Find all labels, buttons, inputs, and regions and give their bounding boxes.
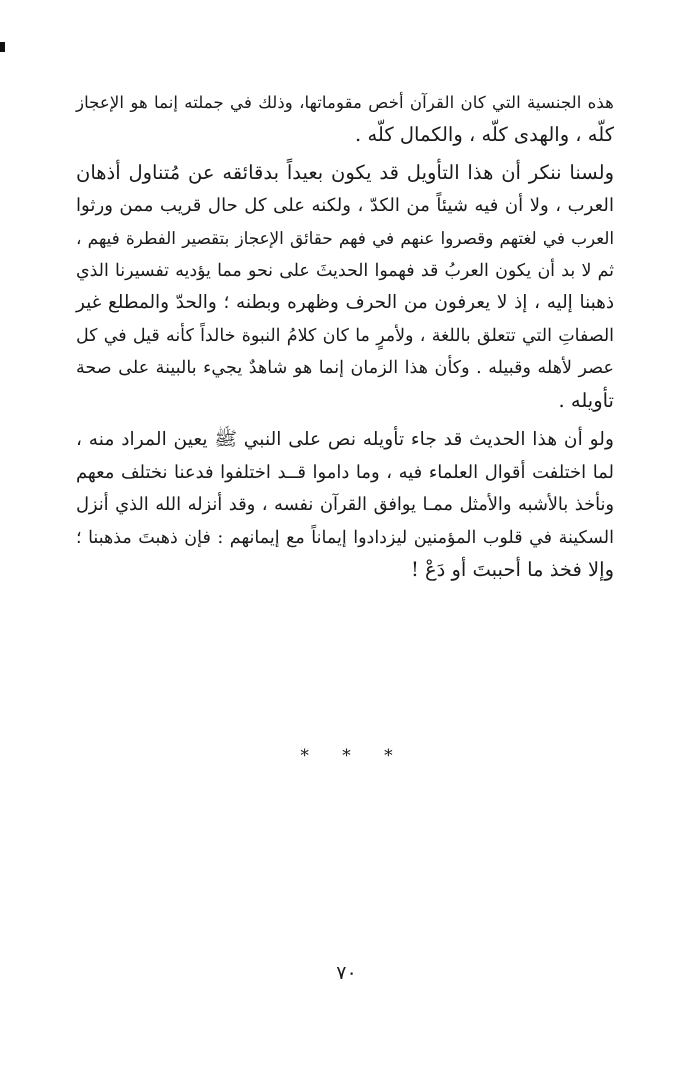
margin-mark: [0, 42, 5, 52]
text-line: تأويله .: [558, 388, 614, 412]
paragraph-3: [76, 424, 614, 587]
paragraph-2: [76, 157, 614, 417]
text-line: هذه الجنسية التي كان القرآن أخص مقوماتها، وذلك في جملته إنما هو الإعجاز: [76, 92, 614, 112]
text-line: ولسنا ننكر أن هذا التأويل قد يكون بعيداً بدقائقه عن مُتناول أذهان: [76, 161, 614, 184]
text-line: ونأخذ بالأشبه والأمثل ممـا يوافق القرآن نفسه ، وقد أنزله الله الذي أنزل: [76, 495, 614, 515]
text-line: العرب ، ولا أن فيه شيئاً من الكدّ ، ولكنه على كل حال قريب ممن ورثوا: [76, 194, 614, 216]
text-line: وإلا فخذ ما أحببتَ أو دَعْ !: [410, 558, 614, 581]
text-line: عصر لأهله وقبيله . وكأن هذا الزمان إنما هو شاهدٌ يجيء بالبينة على صحة: [76, 358, 614, 378]
text-line: لما اختلفت أقوال العلماء فيه ، وما داموا قــد اختلفوا فدعنا نختلف معهم: [76, 461, 614, 483]
paragraph-1: [76, 86, 614, 151]
text-line: ثم لا بد أن يكون العربُ قد فهموا الحديثَ على نحو مما يؤديه تفسيرنا الذي: [76, 260, 614, 281]
text-line: الصفاتِ التي تتعلق باللغة ، ولأمرٍ ما كان كلامُ النبوة خالداً كأنه قيل في كل: [76, 325, 614, 346]
page-number: ٧٠: [336, 962, 357, 984]
text-line: ذهبنا إليه ، إذ لا يعرفون من الحرف وظهره وبطنه ؛ والحدّ والمطلع غير: [76, 292, 614, 313]
text-line: السكينة في قلوب المؤمنين ليزدادوا إيماناً مع إيمانهم : فإن ذهبتَ مذهبنا ؛: [76, 527, 614, 548]
section-divider: * * *: [300, 746, 407, 766]
text-line: كلّه ، والهدى كلّه ، والكمال كلّه .: [355, 122, 614, 146]
text-line: العرب في لغتهم وقصروا عنهم في فهم حقائق الإعجاز بتقصير الفطرة فيهم ،: [76, 228, 614, 248]
text-line: ولو أن هذا الحديث قد جاء تأويله نص على النبي ﷺ يعين المراد منه ،: [76, 429, 614, 450]
